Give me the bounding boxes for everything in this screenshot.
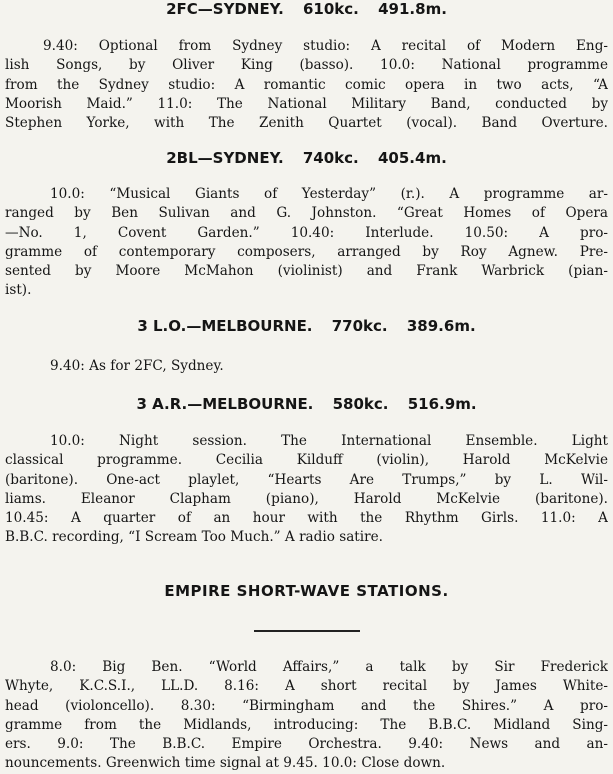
section-title: EMPIRE SHORT-WAVE STATIONS. — [164, 582, 449, 600]
text-line: nouncements. Greenwich time signal at 9.45. 10.0: Close down. — [5, 755, 446, 772]
text-line: ist). — [5, 282, 32, 299]
text-line: 10.0: Night session. The International Ensemble. Light — [50, 433, 608, 449]
text-line: ers. 9.0: The B.B.C. Empire Orchestra. 9.40: News and an- — [5, 736, 608, 753]
text-line: 8.0: Big Ben. “World Affairs,” a talk by Sir Frederick — [50, 659, 608, 675]
station-wavelength: 405.4m. — [378, 149, 447, 167]
station-frequency: 740kc. — [302, 149, 359, 167]
text-line: 10.45: A quarter of an hour with the Rhythm Girls. 11.0: A — [5, 510, 608, 527]
text-line: —No. 1, Covent Garden.” 10.40: Interlude. 10.50: A pro- — [5, 224, 608, 241]
programme-2fc — [5, 37, 608, 133]
programme-3lo — [5, 357, 608, 376]
station-heading-3lo — [0, 317, 613, 335]
text-line: 10.0: “Musical Giants of Yesterday” (r.). A programme ar- — [50, 186, 608, 202]
station-call: 2FC—SYDNEY. — [166, 0, 284, 18]
station-frequency: 610kc. — [303, 0, 359, 18]
text-line: Moorish Maid.” 11.0: The National Military Band, conducted by — [5, 95, 608, 112]
empire-heading — [0, 582, 613, 600]
text-line: classical programme. Cecilia Kilduff (violin), Harold McKelvie — [5, 452, 608, 469]
station-call: 3 L.O.—MELBOURNE. — [137, 317, 313, 335]
station-heading-2fc — [0, 0, 613, 18]
text-line: 9.40: As for 2FC, Sydney. — [50, 358, 224, 374]
station-frequency: 580kc. — [332, 395, 389, 413]
text-line: 9.40: Optional from Sydney studio: A recital of Modern Eng- — [43, 38, 608, 54]
text-line: Whyte, K.C.S.I., LL.D. 8.16: A short recital by James White- — [5, 678, 608, 695]
programme-3ar — [5, 432, 608, 548]
text-line: head (violoncello). 8.30: “Birmingham and the Shires.” A pro- — [5, 697, 608, 714]
section-divider — [254, 630, 360, 632]
text-line: gramme from the Midlands, introducing: The B.B.C. Midland Sing- — [5, 716, 608, 733]
text-line: lish Songs, by Oliver King (basso). 10.0: National programme — [5, 57, 608, 74]
text-line: sented by Moore McMahon (violinist) and Frank Warbrick (pian- — [5, 263, 608, 280]
station-heading-3ar — [0, 395, 613, 413]
programme-2bl — [5, 185, 608, 301]
station-wavelength: 389.6m. — [406, 317, 476, 335]
text-line: (baritone). One-act playlet, “Hearts Are Trumps,” by L. Wil- — [5, 471, 608, 488]
station-wavelength: 516.9m. — [407, 395, 477, 413]
station-frequency: 770kc. — [331, 317, 388, 335]
text-line: ranged by Ben Sulivan and G. Johnston. “Great Homes of Opera — [5, 205, 608, 222]
station-wavelength: 491.8m. — [378, 0, 447, 18]
text-line: gramme of contemporary composers, arranged by Roy Agnew. Pre- — [5, 243, 608, 260]
station-heading-2bl — [0, 149, 613, 167]
text-line: B.B.C. recording, “I Scream Too Much.” A radio satire. — [5, 529, 383, 546]
text-line: Stephen Yorke, with The Zenith Quartet (vocal). Band Overture. — [5, 115, 608, 132]
station-call: 3 A.R.—MELBOURNE. — [136, 395, 314, 413]
station-call: 2BL—SYDNEY. — [166, 149, 284, 167]
programme-empire — [5, 658, 608, 774]
text-line: liams. Eleanor Clapham (piano), Harold McKelvie (baritone). — [5, 490, 608, 507]
text-line: from the Sydney studio: A romantic comic opera in two acts, “A — [5, 76, 608, 93]
